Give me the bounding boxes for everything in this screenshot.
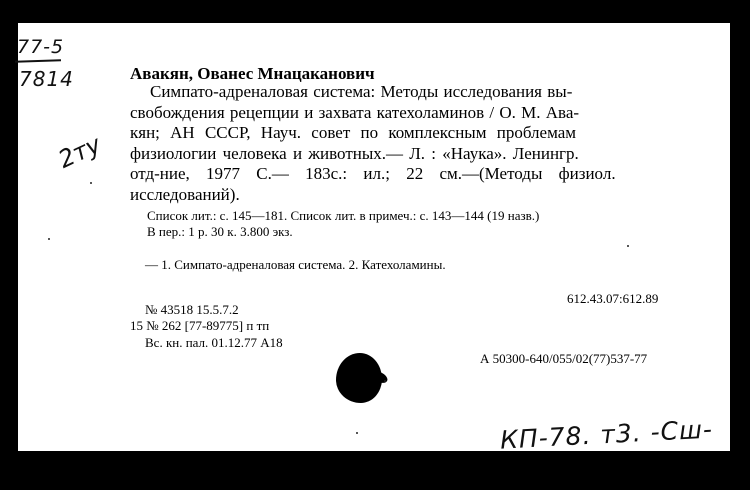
description-line: отд-ние, 1977 С.— 183с.: ил.; 22 см.—(Методы физиол. — [130, 164, 616, 183]
udc-classification: 612.43.07:612.89 — [567, 291, 659, 306]
scan-speck — [384, 380, 386, 382]
card-number: № 43518 15.5.7.2 — [145, 302, 239, 317]
scan-edge — [730, 0, 750, 490]
author-heading: Авакян, Ованес Мнацаканович — [130, 64, 375, 83]
description-line: исследований). — [130, 184, 240, 204]
handwritten-call-number-bottom: 7814 — [19, 67, 74, 91]
scan-speck — [90, 182, 92, 184]
handwritten-margin-mark: 2ту — [54, 130, 106, 174]
handwritten-call-number-top: 77-5 — [17, 36, 65, 58]
scan-speck — [356, 432, 358, 434]
handwritten-footer-note: КП-78. т3. -Сш- — [499, 414, 714, 455]
chamber-date: Вс. кн. пал. 01.12.77 А18 — [145, 335, 283, 350]
scan-speck — [627, 245, 629, 247]
price-note: В пер.: 1 р. 30 к. 3.800 экз. — [147, 224, 293, 239]
description-line: кян; АН СССР, Науч. совет по комплексным проблемам — [130, 123, 577, 142]
bibliography-note: Список лит.: с. 145—181. Список лит. в примеч.: с. 143—144 (19 назв.) — [147, 208, 540, 223]
description-line: свобождения рецепции и захвата катехоламинов / О. М. Ава- — [130, 102, 580, 122]
description-line: физиологии человека и животных.— Л. : «Наука». Ленингр. — [130, 143, 579, 163]
publication-code: А 50300-640/055/02(77)537-77 — [480, 351, 648, 366]
description-line: Симпато-адреналовая система: Методы исследования вы- — [150, 82, 573, 101]
bibliographic-description — [130, 82, 690, 205]
subject-headings: — 1. Симпато-адреналовая система. 2. Катехоламины. — [145, 257, 446, 272]
scan-speck — [48, 238, 50, 240]
registration-number: 15 № 262 [77-89775] п тп — [130, 318, 270, 333]
